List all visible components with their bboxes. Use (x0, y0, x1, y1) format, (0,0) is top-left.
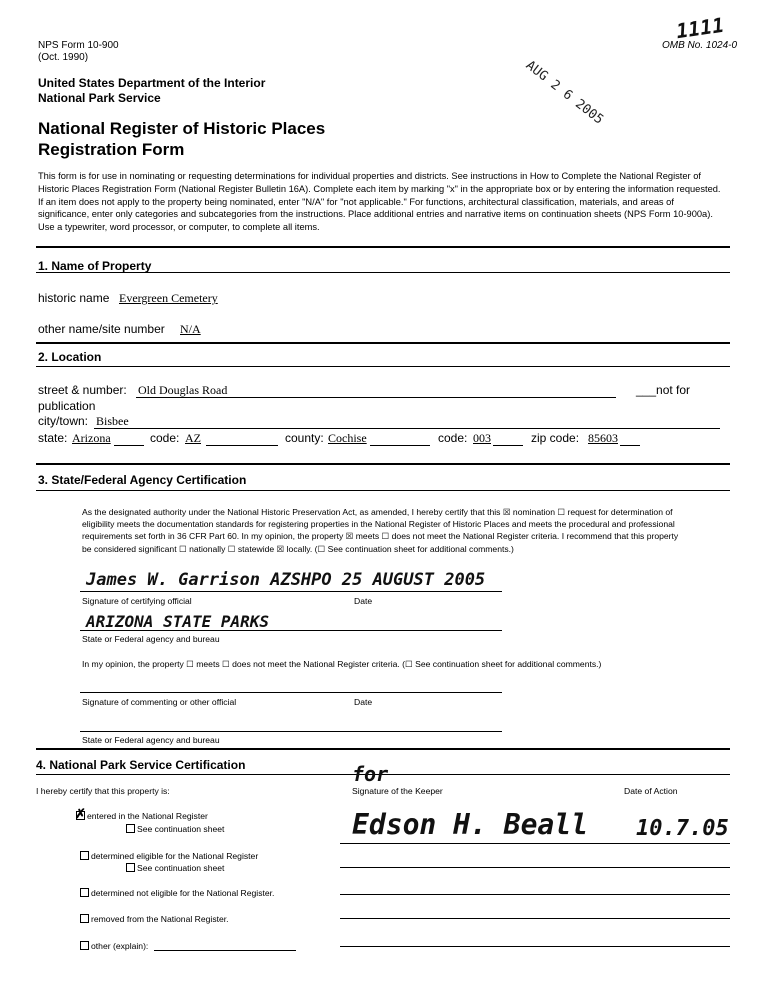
keeper-signature: Edson H. Beall (352, 808, 589, 841)
historic-name-value: Evergreen Cemetery (119, 291, 218, 305)
checkbox[interactable] (126, 824, 135, 833)
certifying-signature: James W. Garrison AZSHPO 25 AUGUST 2005 (86, 570, 486, 590)
divider (36, 342, 730, 344)
service-name: National Park Service (38, 91, 161, 105)
county-code-label: code: (438, 431, 468, 445)
checkbox[interactable] (80, 888, 89, 897)
keeper-label: Signature of the Keeper (352, 786, 443, 796)
county-label: county: (285, 431, 324, 445)
street-label: street & number: (38, 383, 127, 397)
zip-label: zip code: (531, 431, 580, 445)
historic-name-label: historic name (38, 291, 110, 305)
agency2-label: State or Federal agency and bureau (82, 735, 220, 745)
corner-handwritten-note: 1111 (674, 12, 726, 44)
street-underline (136, 397, 616, 398)
option-eligible-label: determined eligible for the National Register (91, 851, 259, 861)
option-not-eligible (80, 888, 274, 898)
signature-label: Signature of certifying official (82, 596, 192, 606)
continuation-label: See continuation sheet (137, 863, 225, 873)
option-entered (75, 806, 208, 821)
option-removed (80, 914, 229, 924)
divider (36, 748, 730, 750)
agency-line (80, 630, 502, 631)
divider (36, 463, 730, 465)
section-3-heading: 3. State/Federal Agency Certification (38, 473, 247, 487)
option-other (80, 941, 148, 951)
checkbox-checked[interactable]: ✗ (75, 806, 86, 821)
section-1-heading: 1. Name of Property (38, 259, 152, 273)
state-code-underline (206, 445, 278, 446)
other-name-label: other name/site number (38, 322, 165, 336)
comment-date-label: Date (354, 697, 373, 707)
instructions-paragraph: This form is for use in nominating or requesting determinations for individual properties and districts. See instructions in How to Complete the National Register of Historic Places Registration Form (National Register Bulletin 16A). Complete each item by marking "x" in the appropriate box or by entering the information requested. If an item does not apply to the property being nominated, enter "N/A" for "not applicable." For functions, architectural classification, materials, and areas of significance, enter only categories and subcategories from the instructions. Place additional entries and narrative items on continuation sheets (NPS Form 10-900a). Use a typewriter, word processor, or computer, to complete all items. (38, 171, 721, 233)
agency-label: State or Federal agency and bureau (82, 634, 220, 644)
publication-label: publication (38, 399, 96, 413)
checkbox[interactable] (80, 851, 89, 860)
signature-line (80, 591, 502, 592)
section-2-heading: 2. Location (38, 350, 102, 364)
department-name: United States Department of the Interior (38, 76, 266, 90)
option-not-eligible-label: determined not eligible for the National Register. (91, 888, 275, 898)
street-value: Old Douglas Road (138, 383, 228, 397)
opinion-statement: In my opinion, the property ☐ meets ☐ does not meet the National Register criteria. (☐ See continuation sheet for additional comments.) (82, 659, 602, 669)
checkbox[interactable] (126, 863, 135, 872)
state-label: state: (38, 431, 68, 445)
county-code-underline (493, 445, 523, 446)
action-date-handwritten: 10.7.05 (636, 816, 729, 841)
state-value: Arizona (72, 431, 111, 445)
other-name-value: N/A (180, 322, 201, 336)
received-date-stamp: AUG 2 6 2005 (522, 58, 607, 128)
option-eligible (80, 851, 258, 861)
omb-number: OMB No. 1024-0 (662, 40, 738, 51)
keeper-line-2 (340, 867, 730, 868)
comment-signature-line (80, 692, 502, 693)
zip-value: 85603 (588, 431, 618, 445)
certification-statement: As the designated authority under the National Historic Preservation Act, as amended, I hereby certify that this ☒ nomination ☐ request for determination of eligibility meets the documentation standards for registering properties in the National Register of Historic Places and meets the procedural and professional requirements set forth in 36 CFR Part 60. In my opinion, the property ☒ meets ☐ does not meet the National Register criteria. I recommend that this property be considered significant ☐ nationally ☐ statewide ☒ locally. (☐ See continuation sheet for additional comments.) (82, 507, 679, 554)
date-label: Date (354, 596, 373, 606)
certify-statement: I hereby certify that this property is: (36, 786, 170, 796)
state-code-label: code: (150, 431, 180, 445)
continuation-label: See continuation sheet (137, 824, 225, 834)
section-4-heading: 4. National Park Service Certification (36, 758, 246, 772)
divider (36, 246, 730, 248)
city-underline (94, 428, 720, 429)
divider (36, 490, 730, 491)
agency2-line (80, 731, 502, 732)
keeper-line-3 (340, 894, 730, 895)
not-for-publication-label: ___not for (636, 383, 691, 397)
city-label: city/town: (38, 414, 89, 428)
county-code-value: 003 (473, 431, 491, 445)
comment-signature-label: Signature of commenting or other official (82, 697, 237, 707)
form-date: (Oct. 1990) (38, 52, 89, 63)
option-removed-label: removed from the National Register. (91, 914, 229, 924)
city-value: Bisbee (96, 414, 129, 428)
keeper-line-1 (340, 843, 730, 844)
state-underline (114, 445, 144, 446)
zip-underline (620, 445, 640, 446)
keeper-line-4 (340, 918, 730, 919)
divider (36, 366, 730, 367)
option-entered-continuation (126, 824, 224, 834)
form-subtitle: Registration Form (38, 140, 185, 159)
option-eligible-continuation (126, 863, 224, 873)
option-other-label: other (explain): (91, 941, 149, 951)
keeper-line-5 (340, 946, 730, 947)
other-explain-line[interactable] (154, 950, 296, 951)
county-value: Cochise (328, 431, 367, 445)
form-number: NPS Form 10-900 (38, 40, 119, 51)
divider (36, 272, 730, 273)
county-underline (370, 445, 430, 446)
form-title: National Register of Historic Places (38, 119, 326, 138)
agency-handwritten: ARIZONA STATE PARKS (86, 612, 270, 631)
checkbox[interactable] (80, 941, 89, 950)
date-of-action-label: Date of Action (624, 786, 678, 796)
option-entered-label: entered in the National Register (87, 811, 208, 821)
checkbox[interactable] (80, 914, 89, 923)
for-handwritten: for (352, 762, 389, 786)
state-code-value: AZ (185, 431, 201, 445)
